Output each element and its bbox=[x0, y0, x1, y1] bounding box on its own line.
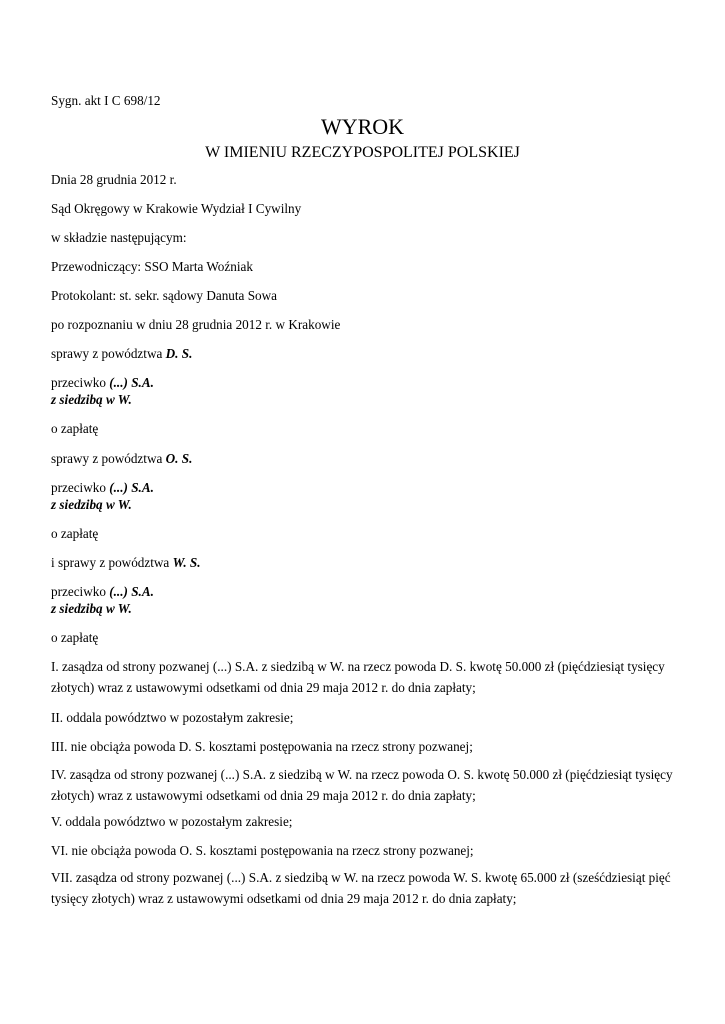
ruling-item: VII. zasądza od strony pozwanej (...) S.A. z siedzibą w W. na rzecz powoda W. S. kwotę 65.000 zł (sześćdziesiąt pięć tysięcy złotych) wraz z ustawowymi odsetkami od dnia 29 maja 2012 r. do dnia zapłaty; bbox=[51, 870, 671, 906]
presiding-judge: Przewodniczący: SSO Marta Woźniak bbox=[51, 259, 253, 274]
ruling-item: I. zasądza od strony pozwanej (...) S.A. z siedzibą w W. na rzecz powoda D. S. kwotę 50.000 zł (pięćdziesiąt tysięcy złotych) wraz z ustawowymi odsetkami od dnia 29 maja 2012 r. do dnia zapłaty; bbox=[51, 659, 665, 695]
ruling-item: V. oddala powództwo w pozostałym zakresie; bbox=[51, 814, 293, 829]
composition-label: w składzie następującym: bbox=[51, 230, 187, 245]
court-clerk: Protokolant: st. sekr. sądowy Danuta Sowa bbox=[51, 288, 277, 303]
case-defendant-line bbox=[51, 374, 154, 391]
case-prefix: sprawy z powództwa bbox=[51, 346, 166, 361]
against-label: przeciwko bbox=[51, 584, 110, 599]
case-defendant-line bbox=[51, 479, 154, 496]
plaintiff-name: W. S. bbox=[172, 555, 201, 570]
defendant-seat: z siedzibą w W. bbox=[51, 497, 132, 512]
defendant-seat: z siedzibą w W. bbox=[51, 601, 132, 616]
case-prefix: sprawy z powództwa bbox=[51, 451, 166, 466]
hearing-info: po rozpoznaniu w dniu 28 grudnia 2012 r. w Krakowie bbox=[51, 317, 341, 332]
defendant-name: (...) S.A. bbox=[109, 375, 154, 390]
case-prefix: i sprawy z powództwa bbox=[51, 555, 173, 570]
case-plaintiff-line bbox=[51, 345, 192, 362]
against-label: przeciwko bbox=[51, 480, 110, 495]
case-signature: Sygn. akt I C 698/12 bbox=[51, 93, 161, 108]
defendant-name: (...) S.A. bbox=[109, 584, 154, 599]
case-subject: o zapłatę bbox=[51, 630, 99, 645]
judgment-title: WYROK bbox=[320, 114, 405, 139]
case-plaintiff-line bbox=[51, 554, 201, 571]
against-label: przeciwko bbox=[51, 375, 110, 390]
ruling-item: IV. zasądza od strony pozwanej (...) S.A. z siedzibą w W. na rzecz powoda O. S. kwotę 50.000 zł (pięćdziesiąt tysięcy złotych) wraz z ustawowymi odsetkami od dnia 29 maja 2012 r. do dnia zapłaty; bbox=[51, 767, 673, 803]
case-subject: o zapłatę bbox=[51, 421, 99, 436]
court-name: Sąd Okręgowy w Krakowie Wydział I Cywilny bbox=[51, 201, 302, 216]
plaintiff-name: D. S. bbox=[165, 346, 193, 361]
judgment-date: Dnia 28 grudnia 2012 r. bbox=[51, 172, 177, 187]
ruling-item: VI. nie obciąża powoda O. S. kosztami postępowania na rzecz strony pozwanej; bbox=[51, 843, 474, 858]
defendant-seat: z siedzibą w W. bbox=[51, 392, 132, 407]
case-subject: o zapłatę bbox=[51, 526, 99, 541]
ruling-item: II. oddala powództwo w pozostałym zakresie; bbox=[51, 710, 294, 725]
defendant-name: (...) S.A. bbox=[109, 480, 154, 495]
plaintiff-name: O. S. bbox=[165, 451, 193, 466]
judgment-subtitle: W IMIENIU RZECZYPOSPOLITEJ POLSKIEJ bbox=[205, 144, 520, 161]
case-defendant-line bbox=[51, 583, 154, 600]
ruling-item: III. nie obciąża powoda D. S. kosztami postępowania na rzecz strony pozwanej; bbox=[51, 739, 473, 754]
case-plaintiff-line bbox=[51, 450, 192, 467]
